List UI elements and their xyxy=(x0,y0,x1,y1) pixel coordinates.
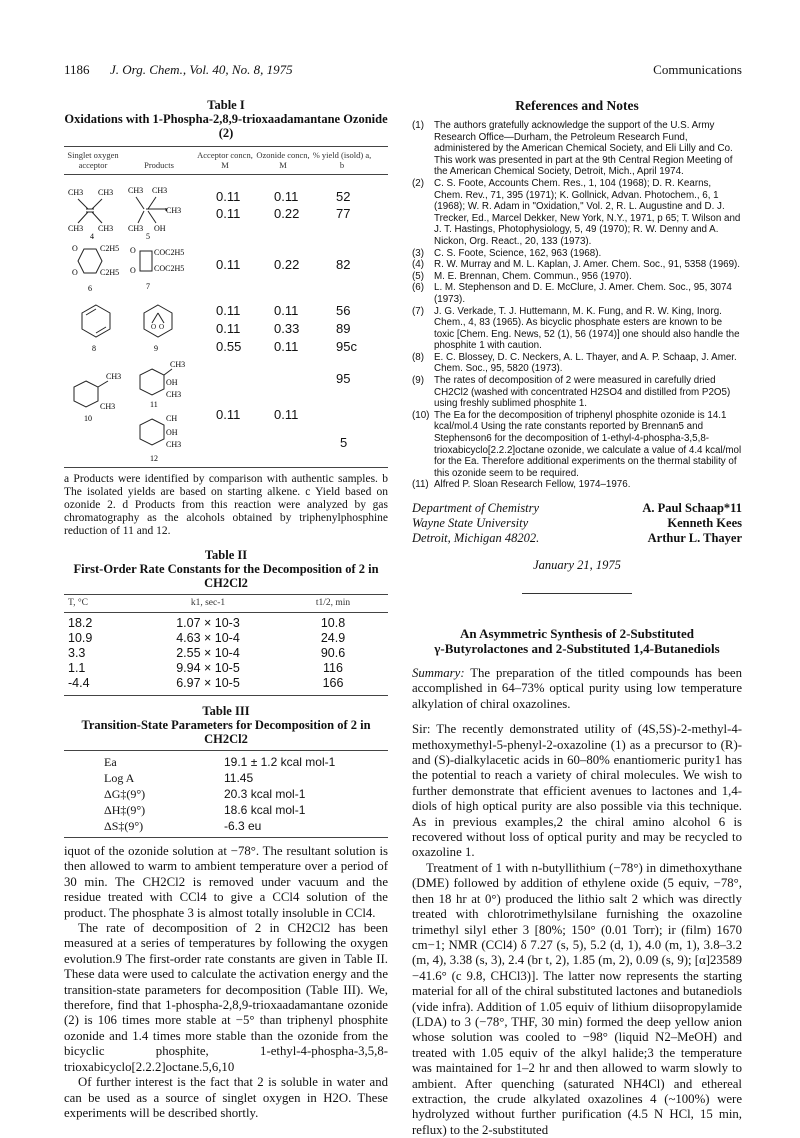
reference-item: (4) R. W. Murray and M. L. Kaplan, J. Amer. Chem. Soc., 91, 5358 (1969). xyxy=(412,259,741,271)
reference-item: (10) The Ea for the decomposition of triphenyl phosphite ozonide is 14.1 kcal/mol.4 Using the rate constants reported by Brennan5 and Stephenson6 for the decomposition of 1-ethyl-4-phospha-3,5,8-trioxabicyclo[2.2.2]octane ozonide, we calculate a value of 4.4 kcal/mol for the Ea. Therefore additional experiments on the thermal stability of this ozonide seem to be required. xyxy=(412,409,742,479)
paragraph: Sir: The recently demonstrated utility of (4S,5S)-2-methyl-4-methoxymethyl-5-phenyl-2-oxazoline (1) as a precursor to (R)- and (S)-dialkylacetic acids in 60–80% enantiomeric purity1 has the potential to reach a variety of chiral molecules. We wish to further demonstrate that efficient avenues to lactones and 1,4-diols of high optical purity are also possible via this technique. As in previous examples,2 the chiral amino alcohol 6 is recovered without loss of optical purity and may be recycled to oxazoline 1. xyxy=(412,722,742,860)
table-row xyxy=(64,661,388,676)
references-list xyxy=(412,120,742,491)
structure-product-12 xyxy=(134,409,194,467)
t2-thalf: 24.9 xyxy=(320,631,346,645)
t2-thalf: 10.8 xyxy=(320,616,346,630)
reference-item: (9) The rates of decomposition of 2 were measured in carefully dried CH2Cl2 (washed with concentrated H2SO4 and distilled from P2O5) using freshly sublimed phosphite 1. xyxy=(412,375,731,410)
svg-text:O: O xyxy=(72,268,78,277)
t2-temp: -4.4 xyxy=(68,676,90,690)
t1-ozo-0: 0.11 xyxy=(274,189,299,204)
reference-item: (5) M. E. Brennan, Chem. Commun., 956 (1970). xyxy=(412,270,632,282)
t3-value: 18.6 kcal mol-1 xyxy=(224,803,306,817)
t1-yield-8: 5 xyxy=(340,435,348,450)
table1-footnote: a Products were identified by comparison with authentic samples. b The isolated yields are based on starting alkene. c Yield based on ozonide 2. d Products from this reaction were analyzed by gas chromatography as the alcohols obtained by triphenylphosphine reduction of 11 and 12. xyxy=(64,473,388,537)
t1-acc-4: 0.11 xyxy=(216,321,241,336)
t1-acc-3: 0.11 xyxy=(216,303,241,318)
references-title: References and Notes xyxy=(515,98,639,113)
left-body-text xyxy=(64,844,388,1121)
reference-item: (1) The authors gratefully acknowledge the support of the U.S. Army Research Office—Durham, the Petroleum Research Fund, administered by the American Chemical Society, and Eli Lilly and Co. This work was presented in part at the 9th Central Region Meeting of the American Chemical Society, Detroit, Mich., April 1974. xyxy=(412,120,733,178)
svg-text:CH3: CH3 xyxy=(106,372,122,381)
svg-text:CH3: CH3 xyxy=(98,224,114,233)
svg-text:CH3: CH3 xyxy=(166,440,182,449)
table3-title: Transition-State Parameters for Decomposition of 2 in CH2Cl2 xyxy=(81,718,371,746)
table-row xyxy=(64,786,388,802)
authors: A. Paul Schaap*11 Kenneth Kees Arthur L. Thayer xyxy=(642,501,742,545)
structure-acceptor-6 xyxy=(66,241,126,293)
t2-temp: 10.9 xyxy=(68,631,93,645)
reference-item: (3) C. S. Foote, Science, 162, 963 (1968). xyxy=(412,247,602,259)
t1-ozo-3: 0.11 xyxy=(274,303,299,318)
t1-yield-2: 82 xyxy=(336,257,351,272)
t2-thalf: 166 xyxy=(322,676,344,690)
t1-ozo-2: 0.22 xyxy=(274,257,300,272)
svg-text:6: 6 xyxy=(88,284,92,293)
t2-k1: 2.55 × 10-4 xyxy=(176,646,240,660)
reference-item: (6) L. M. Stephenson and D. E. McClure, J. Amer. Chem. Soc., 95, 3074 (1973). xyxy=(412,282,732,305)
t2-temp: 18.2 xyxy=(68,616,93,630)
table2-label: Table II xyxy=(204,548,248,562)
structure-acceptor-8 xyxy=(72,301,120,353)
t3-param: Log A xyxy=(104,771,135,785)
t3-param: ΔG‡(9°) xyxy=(104,787,146,801)
reference-item: (2) C. S. Foote, Accounts Chem. Res., 1, 104 (1968); D. R. Kearns, Chem. Rev., 71, 395 (1971); K. Gollnick, Advan. Photochem., 6, 1 (1968); W. R. Adam in "Oxidation," Vol. 2, R. L. Augustine and D. J. Trecker, Ed., Marcel Dekker, New York, N.Y., 1971, p 65; T. Wilson and J. T. Hastings, Photophysiology, 5, 49 (1970); R. W. Denny and A. Nickon, Org. React., 20, 133 (1973). xyxy=(412,177,741,247)
t2-k1: 4.63 × 10-4 xyxy=(176,631,240,645)
table-row xyxy=(64,646,388,661)
structure-acceptor-4 xyxy=(66,181,126,239)
table2 xyxy=(64,594,388,696)
t2-k1: 9.94 × 10-5 xyxy=(176,661,240,675)
table-row xyxy=(64,770,388,786)
t2-temp: 3.3 xyxy=(68,646,86,660)
page-number: 1186 xyxy=(64,62,90,77)
section-divider xyxy=(522,593,632,594)
section-name: Communications xyxy=(653,62,742,77)
svg-text:COC2H5: COC2H5 xyxy=(154,248,185,257)
svg-text:8: 8 xyxy=(92,344,96,353)
svg-text:CH3: CH3 xyxy=(128,224,144,233)
table1 xyxy=(64,146,388,468)
right-column xyxy=(412,98,742,1138)
t1-acc-0: 0.11 xyxy=(216,189,241,204)
paragraph: Of further interest is the fact that 2 is soluble in water and can be used as a source of singlet oxygen in H2O. These experiments will be described shortly. xyxy=(64,1075,388,1120)
svg-text:CH3: CH3 xyxy=(166,206,182,215)
table1-label: Table I xyxy=(207,98,245,112)
t1-yield-5: 95c xyxy=(336,339,357,354)
t3-param: Ea xyxy=(104,755,117,769)
t3-param: ΔS‡(9°) xyxy=(104,819,144,833)
svg-text:CH3: CH3 xyxy=(68,188,84,197)
t1-yield-0: 52 xyxy=(336,189,351,204)
svg-text:10: 10 xyxy=(84,414,92,423)
svg-text:CH3: CH3 xyxy=(166,390,182,399)
svg-text:12: 12 xyxy=(150,454,158,463)
t1-yield-6: 95 xyxy=(336,371,351,386)
t3-value: 19.1 ± 1.2 kcal mol-1 xyxy=(224,755,336,769)
t1-acc-7: 0.11 xyxy=(216,407,241,422)
svg-text:CH3: CH3 xyxy=(128,186,144,195)
t1-yield-3: 56 xyxy=(336,303,351,318)
th-ozonide-concn: Ozonide concn, M xyxy=(256,150,310,170)
table-row xyxy=(64,631,388,646)
t2-k1: 6.97 × 10-5 xyxy=(176,676,240,690)
article-summary xyxy=(412,666,742,712)
left-column xyxy=(64,98,388,1121)
svg-text:CH: CH xyxy=(166,414,178,423)
svg-text:OH: OH xyxy=(166,428,178,437)
svg-text:C2H5: C2H5 xyxy=(100,268,120,277)
svg-text:O: O xyxy=(72,244,78,253)
journal-citation: J. Org. Chem., Vol. 40, No. 8, 1975 xyxy=(110,62,293,77)
structure-product-11 xyxy=(134,357,194,409)
table2-title: First-Order Rate Constants for the Decomposition of 2 in CH2Cl2 xyxy=(73,562,379,590)
table2-caption xyxy=(64,548,388,590)
t1-acc-1: 0.11 xyxy=(216,206,241,221)
t3-value: 20.3 kcal mol-1 xyxy=(224,787,306,801)
t3-value: 11.45 xyxy=(224,771,254,785)
reference-item: (8) E. C. Blossey, D. C. Neckers, A. L. Thayer, and A. P. Schaap, J. Amer. Chem. Soc., 95, 5820 (1973). xyxy=(412,351,737,375)
svg-text:O: O xyxy=(159,323,165,331)
t2-thalf: 116 xyxy=(323,661,343,675)
structure-acceptor-10 xyxy=(66,369,128,425)
reference-item: (7) J. G. Verkade, T. J. Huttemann, M. K. Fung, and R. W. King, Inorg. Chem., 4, 83 (1965). As bicyclic phosphate esters are known to be toxic [Chem. Eng. News, 52 (1), 56 (1974)] one should also handle the phosphite 1 with caution. xyxy=(412,305,740,352)
paragraph: iquot of the ozonide solution at −78°. The resultant solution is then allowed to warm to ambient temperature over a period of 30 min. The CH2Cl2 is removed under vacuum and the residue treated with CCl4 to give a CCl4 solution of the product. The phosphate 3 is almost totally insoluble in CCl4. xyxy=(64,844,388,920)
t1-yield-4: 89 xyxy=(336,321,351,336)
table1-title: Oxidations with 1-Phospha-2,8,9-trioxaadamantane Ozonide (2) xyxy=(64,112,388,140)
th-temp: T, °C xyxy=(68,598,88,608)
table3-label: Table III xyxy=(202,704,250,718)
t1-acc-5: 0.55 xyxy=(216,339,242,354)
table3-caption xyxy=(64,704,388,746)
summary-label: Summary: xyxy=(412,666,465,680)
svg-text:OH: OH xyxy=(154,224,166,233)
svg-text:C2H5: C2H5 xyxy=(100,244,120,253)
summary-text: The preparation of the titled compounds has been accomplished in 64–73% optical purity using low temperature alkylation of chiral oxazolines. xyxy=(412,666,743,711)
t1-ozo-4: 0.33 xyxy=(274,321,300,336)
svg-text:CH3: CH3 xyxy=(100,402,116,411)
table-row xyxy=(64,616,388,631)
t1-ozo-5: 0.11 xyxy=(274,339,299,354)
svg-text:11: 11 xyxy=(150,400,158,409)
article-body xyxy=(412,722,742,1138)
svg-text:CH3: CH3 xyxy=(98,188,114,197)
article-title: An Asymmetric Synthesis of 2-Substituted γ-Butyrolactones and 2-Substituted 1,4-Butanediols xyxy=(434,626,720,656)
svg-text:9: 9 xyxy=(154,344,158,353)
svg-text:CH3: CH3 xyxy=(170,360,186,369)
svg-text:CH3: CH3 xyxy=(152,186,168,195)
table2-header xyxy=(64,595,388,613)
t1-yield-1: 77 xyxy=(336,206,351,221)
paragraph: Treatment of 1 with n-butyllithium (−78°) in dimethoxythane (DME) followed by addition of ethylene oxide (5 equiv, −78°, then 18 hr at 0°) produced the lithio salt 2 which was directly treated with chlorotrimethylsilane furnishing the oxazoline trimethyl silyl ether 3 [80%; 150° (0.01 Torr); ir (film) 1670 cm−1; NMR (CCl4) δ 7.27 (s, 5), 5.2 (d, 1), 4.0 (m, 1), 3.8–3.2 (m, 4), 3.38 (s, 3), 2.4 (br t, 2), 1.85 (m, 2), 0.09 (s, 9); [α]23589 −41.6° (c 9.8, CHCl3)]. The latter now represents the starting material for all of the chiral substituted lactones and butanediols (vide infra). Addition of 1.05 equiv of lithium diisopropylamide (LDA) to 3 (−78°, THF, 30 min) formed the deep yellow anion whose solution was cooled to −98° (liquid N2–MeOH) and treated with 1.05 equiv of the alkyl halide;3 the temperature was maintained for 1–2 hr and then allowed to warm slowly to ambient. After quenching (saturated NH4Cl) and ethereal extraction, the crude alkylated oxazolines 4 (~100%) were hydrolyzed without further purification (4.5 N HCl, 15 min, reflux) to the 2-substituted xyxy=(412,860,742,1137)
th-thalf: t1/2, min xyxy=(315,598,351,608)
th-yield: % yield (isold) a, b xyxy=(312,150,372,170)
structure-product-7 xyxy=(126,241,196,293)
svg-text:5: 5 xyxy=(146,232,150,239)
svg-text:COC2H5: COC2H5 xyxy=(154,264,185,273)
t2-k1: 1.07 × 10-3 xyxy=(176,616,240,630)
table-row xyxy=(64,754,388,770)
t1-ozo-7: 0.11 xyxy=(274,407,299,422)
svg-text:O: O xyxy=(130,246,136,255)
table-row xyxy=(64,802,388,818)
paragraph: The rate of decomposition of 2 in CH2Cl2 has been measured at a series of temperatures by following the oxygen evolution.9 The first-order rate constants are given in Table II. These data were used to calculate the activation energy and the transition-state parameters for decomposition (Table III). We, therefore, find that 1-phospha-2,8,9-trioxaadamantane ozonide (2) is 106 times more stable at −5° than triphenyl phosphite ozonide and 1.4 times more stable than the ozonide from the bicyclic phosphite, 1-ethyl-4-phospha-3,5,8-trioxabicyclo[2.2.2]octane.5,6,10 xyxy=(64,921,388,1074)
t3-param: ΔH‡(9°) xyxy=(104,803,146,817)
department: Department of Chemistry Wayne State University Detroit, Michigan 48202. xyxy=(412,501,540,545)
svg-text:7: 7 xyxy=(146,282,150,291)
th-acceptor: Singlet oxygen acceptor xyxy=(67,150,119,170)
affiliation-block xyxy=(412,501,742,546)
th-products: Products xyxy=(144,160,174,170)
received-date: January 21, 1975 xyxy=(533,558,621,572)
table1-body xyxy=(64,175,388,467)
reference-item: (11) Alfred P. Sloan Research Fellow, 1974–1976. xyxy=(412,479,631,491)
t1-ozo-1: 0.22 xyxy=(274,206,300,221)
th-k1: k1, sec-1 xyxy=(190,598,226,608)
svg-text:CH3: CH3 xyxy=(68,224,84,233)
table1-header xyxy=(64,147,388,175)
svg-text:O: O xyxy=(151,323,157,331)
structure-product-9 xyxy=(134,301,182,353)
t3-value: -6.3 eu xyxy=(224,819,262,833)
svg-text:4: 4 xyxy=(90,232,94,239)
table3 xyxy=(64,750,388,838)
page-header xyxy=(64,62,742,80)
th-acceptor-concn: Acceptor concn, M xyxy=(197,150,253,170)
t2-temp: 1.1 xyxy=(68,661,86,675)
t2-thalf: 90.6 xyxy=(320,646,346,660)
svg-text:O: O xyxy=(130,266,136,275)
table-row xyxy=(64,818,388,834)
table1-caption xyxy=(64,98,388,140)
table-row xyxy=(64,676,388,691)
t1-acc-2: 0.11 xyxy=(216,257,241,272)
svg-text:OH: OH xyxy=(166,378,178,387)
structure-product-5 xyxy=(126,181,196,239)
